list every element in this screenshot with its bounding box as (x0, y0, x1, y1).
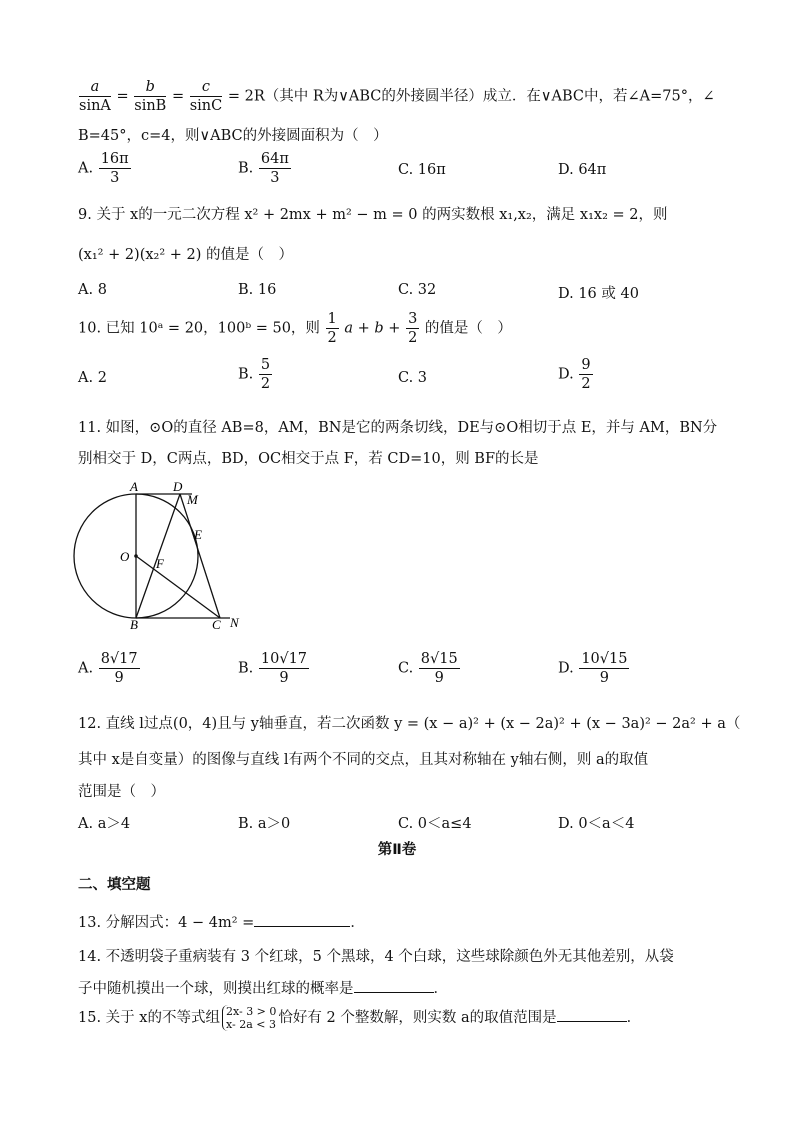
q10-option-c: C. 3 (398, 370, 428, 386)
q9-option-d: D. 16 或 40 (558, 286, 639, 302)
q12-line3: 范围是（ ） (78, 784, 165, 800)
label-c: C (212, 617, 221, 630)
q12-option-d: D. 0＜a＜4 (558, 816, 635, 832)
fraction-b-sinB: $\frac{b}{\sin B}$ (134, 79, 167, 114)
q15-answer-blank[interactable] (557, 1007, 627, 1022)
label-e: E (194, 527, 202, 542)
line-dc (180, 494, 220, 618)
q11-line1: 11. 如图，⊙O的直径 AB=8，AM，BN是它的两条切线，DE与⊙O相切于点 E，并与 AM，BN分 (78, 420, 718, 436)
q8-line1: $\frac{a}{\sin A}$ = $\frac{b}{\sin B}$ = $\frac{c}{\sin C}$ = 2R（其中 R为∨ABC的外接圆半径）成立．在∨ABC中，若∠A=75°，∠ (79, 79, 715, 114)
q10-option-a: A. 2 (78, 370, 107, 386)
q12-option-b: B. a＞0 (238, 816, 291, 832)
q10-option-d: D. $\frac{9}{2}$ (558, 357, 591, 392)
fraction-a-sinA: $\frac{a}{\sin A}$ (79, 79, 111, 114)
q9-line1: 9. 关于 x的一元二次方程 x² + 2mx + m² − m = 0 的两实数根 x₁,x₂，满足 x₁x₂ = 2，则 (78, 207, 668, 223)
q12-line2: 其中 x是自变量）的图像与直线 l有两个不同的交点，且其对称轴在 y轴右侧，则 a的取值 (78, 752, 649, 768)
q8-text: = 2R（其中 R为∨ABC的外接圆半径）成立．在∨ABC中，若∠A=75°，∠ (227, 88, 715, 105)
q11-option-d: D. $\frac{10√15}{9}$ (558, 651, 628, 686)
q8-option-b: B. $\frac{64\pi}{3}$ (238, 151, 289, 186)
q15-line: 15. 关于 x的不等式组 2x- 3 > 0 x- 2a < 3 恰好有 2 个整数解，则实数 a的取值范围是 ． (78, 1005, 642, 1031)
q9-option-c: C. 32 (398, 282, 437, 298)
label-d: D (173, 480, 183, 494)
q13-line: 13. 分解因式：4 − 4m² = ． (78, 911, 365, 932)
label-b: B (130, 617, 138, 630)
label-m: M (187, 492, 198, 507)
q10-line1: 10. 已知 10ᵃ = 20，100ᵇ = 50，则 $\frac{1}{2}$ a + b + $\frac{3}{2}$ 的值是（ ） (78, 311, 512, 346)
q11-option-a: A. $\frac{8√17}{9}$ (78, 651, 138, 686)
q8-line2: B=45°，c=4，则∨ABC的外接圆面积为（ ） (78, 128, 388, 144)
q12-option-a: A. a＞4 (78, 816, 131, 832)
q9-option-a: A. 8 (78, 282, 107, 298)
q11-option-c: C. $\frac{8√15}{9}$ (398, 651, 458, 686)
q14-line1: 14. 不透明袋子重病装有 3 个红球，5 个黑球，4 个白球，这些球除颜色外无其他差别，从袋 (78, 949, 674, 965)
q9-line2: (x₁² + 2)(x₂² + 2) 的值是（ ） (78, 247, 294, 263)
q10-option-b: B. $\frac{5}{2}$ (238, 357, 271, 392)
q11-line2: 别相交于 D，C两点，BD，OC相交于点 F，若 CD=10，则 BF的长是 (78, 451, 539, 467)
q11-geometry-figure (70, 480, 260, 630)
label-o: O (120, 549, 130, 564)
volume-title: 第Ⅱ卷 (377, 842, 417, 858)
inequality-system: 2x- 3 > 0 x- 2a < 3 (222, 1005, 276, 1031)
q8-option-c: C. 16π (398, 162, 446, 178)
fraction-c-sinC: $\frac{c}{\sin C}$ (189, 79, 223, 114)
section-heading: 二、填空题 (78, 877, 151, 893)
q13-answer-blank[interactable] (254, 912, 350, 927)
label-f: F (156, 556, 164, 571)
q14-answer-blank[interactable] (354, 978, 434, 993)
label-a: A (130, 480, 138, 494)
q8-option-d: D. 64π (558, 162, 607, 178)
label-n: N (230, 615, 239, 630)
q9-option-b: B. 16 (238, 282, 277, 298)
q11-option-b: B. $\frac{10√17}{9}$ (238, 651, 308, 686)
q14-line2: 子中随机摸出一个球，则摸出红球的概率是 ． (78, 977, 448, 998)
line-oc (136, 556, 220, 618)
q12-line1: 12. 直线 l过点(0，4)且与 y轴垂直，若二次函数 y = (x − a)² + (x − 2a)² + (x − 3a)² − 2a² + a（ (78, 716, 741, 732)
q8-option-a: A. $\frac{16\pi}{3}$ (78, 151, 129, 186)
q12-option-c: C. 0＜a≤4 (398, 816, 472, 832)
